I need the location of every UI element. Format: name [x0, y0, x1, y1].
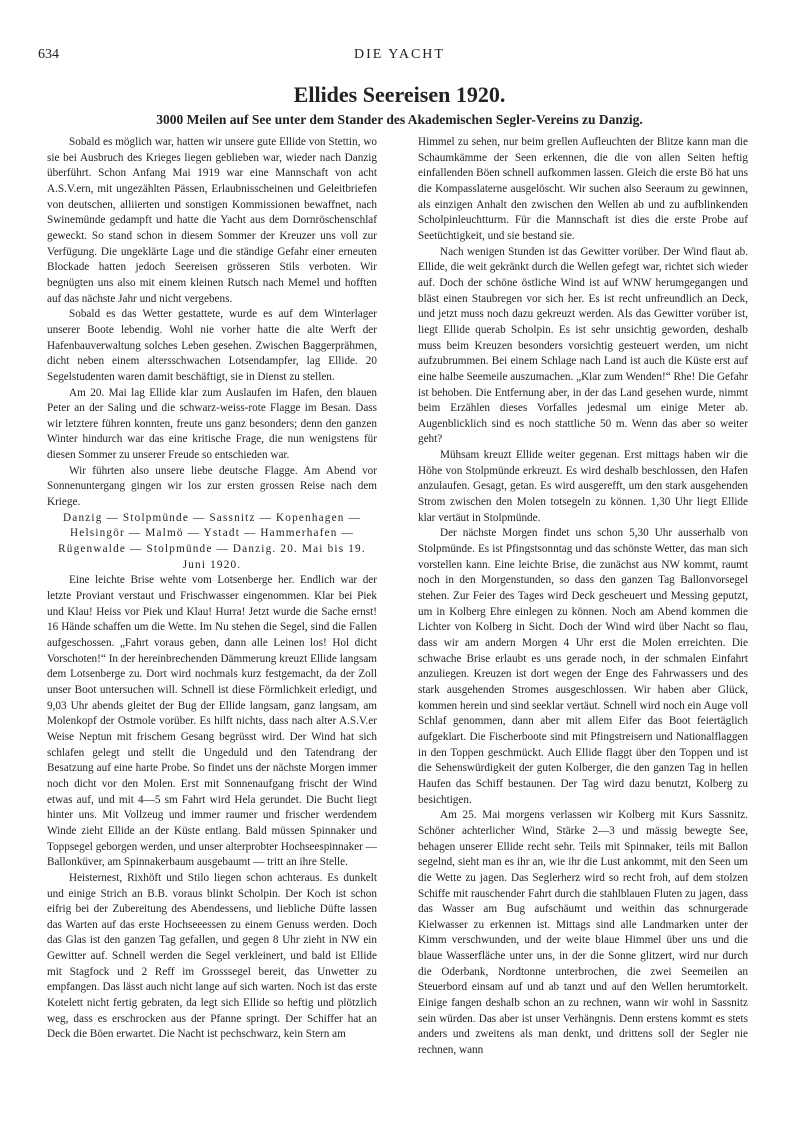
paragraph: Heisternest, Rixhöft und Stilo liegen schon achteraus. Es dunkelt und einige Strich an B.B. voraus blinkt Scholpin. Der Koch ist schon eifrig bei der Zubereitung des Abendessens, und liebliche Düfte lassen das Warten auf das erste Hochseeessen zu einem Genuss werden. Doch das Glas ist den ganzen Tag gefallen, und gegen 8 Uhr zieht in NW ein Gewitter auf. Schnell werden die Segel verkleinert, und bald ist Ellide mit Stagfock und 2 Reff im Grosssegel bereit, das Unwetter zu empfangen. Das lässt auch nicht lange auf sich warten. Noch ist das erste Kotelett nicht fertig gebraten, da legt sich Ellide so heftig und plötzlich weg, dass es erschrocken aus der Pfanne springt. Der Schiffer hat an Deck die Böen erwartet. Die Nacht ist pechschwarz, kein Stern am [47, 871, 377, 1041]
route-line: Danzig — Stolpmünde — Sassnitz — Kopenhagen — Helsingör — Malmö — Ystadt — Hammerhafen — Rügenwalde — Stolpmünde — Danzig. 20. Mai bis 19. Juni 1920. [58, 511, 366, 571]
paragraph: Sobald es das Wetter gestattete, wurde es auf dem Winterlager unserer Boote lebendig. Wohl nie vorher hatte die alte Werft der Hafenbauverwaltung solches Leben gesehen. Zwischen Baggerprähmen, dicht neben einem altersschwachen Lotsendampfer, lag Ellide. 20 Segelstudenten waren damit beschäftigt, sie in Dienst zu stellen. [47, 308, 377, 383]
page-number: 634 [38, 47, 59, 62]
running-title: DIE YACHT [354, 47, 445, 62]
left-column [47, 135, 377, 1043]
paragraph: Nach wenigen Stunden ist das Gewitter vorüber. Der Wind flaut ab. Ellide, die weit gekränkt durch die Wellen gefegt war, richtet sich wieder auf. Doch der schöne östliche Wind ist auf WNW herumgegangen und bläst einen Staubregen vor sich her. Es ist recht unfreundlich an Deck, und jetzt muss noch dazu gekreuzt werden. Als das Gewitter vorüber ist, liegt Ellide querab Scholpin. Es ist sehr unsichtig geworden, deshalb muss beim Kreuzen besonders vorsichtig gesteuert werden, um nicht aufzubrummen. Bei einem Schlage nach Land ist auch die Küste erst auf eine halbe Seemeile auszumachen. „Klar zum Wenden!“ Rhe! Die Gefahr ist behoben. Die Entfernung aber, in der das Land gesehen wurde, nimmt beim Erzählen dieses Vorfalles jedesmal um einige Meter ab. Augenblicklich sind es noch stattliche 50 m. Wenn das aber so weiter geht? [418, 245, 749, 446]
paragraph: Wir führten also unsere liebe deutsche Flagge. Am Abend vor Sonnenuntergang gingen wir los zur ersten grossen Reise nach dem Kriege. [47, 464, 377, 509]
article-subtitle: 3000 Meilen auf See unter dem Stander des Akademischen Segler-Vereins zu Danzig. [156, 112, 643, 127]
paragraph: Mühsam kreuzt Ellide weiter gegenan. Erst mittags haben wir die Höhe von Stolpmünde erkreuzt. Es wird deshalb beschlossen, den Hafen anzulaufen. Gesagt, getan. Es wird ausgerefft, um den stark ausgehenden Strom zwischen den Molen totsegeln zu können. 1,30 Uhr liegt Ellide klar vertäut in Stolpmünde. [418, 449, 748, 524]
paragraph: Der nächste Morgen findet uns schon 5,30 Uhr ausserhalb von Stolpmünde. Es ist Pfingstsonntag und das schönste Wetter, das man sich vorstellen kann. Eine leichte Brise, die zunächst aus NW kommt, raumt noch in den Morgenstunden, so dass den ganzen Tag Ballonvorsegel stehen. Zur Feier des Tages wird Deck gescheuert und Messing geputzt, um in Kolberg Ehre einlegen zu können. Noch am Abend kommen die Lichter von Kolberg in Sicht. Doch der Wind wird über Nacht so flau, dass wir am andern Morgen 4 Uhr erst die Molen erreichten. Die schwache Brise erlaubt es uns gerade noch, in der schmalen Einfahrt anzuliegen. Kreuzen ist dort wegen der Enge des Fahrwassers und des stark ausgehenden Stromes ausgeschlossen. Wir haben aber Glück, kommen herein und sind seeklar vertäut. Schnell wird noch ein Auge voll Schlaf genommen, dann aber mit allem Eifer das Boot feiertäglich aufgeklart. Die Fischerboote sind mit Pfingstreisern und Nationalflaggen in den Toppen geschmückt. Auch Ellide flaggt über den Toppen und ist die Sehenswürdigkeit der guten Kolberger, die den ganzen Tag in hellen Haufen das Schiff bestaunen. Der Tag wird dazu benutzt, Kolberg zu besichtigen. [418, 527, 748, 806]
paragraph: Am 25. Mai morgens verlassen wir Kolberg mit Kurs Sassnitz. Schöner achterlicher Wind, Stärke 2—3 und mässig bewegte See, behagen unserer Ellide recht sehr. Teils mit Spinnaker, teils mit Ballon segelnd, sieht man es ihr an, wie ihr die Lust ankommt, mit den Seen um die Wette zu jagen. Das Seglerherz wird so recht froh, auf dem stolzen Schiffe mit rauschender Fahrt durch die stahlblauen Fluten zu jagen, dass das Wasser am Bug aufschäumt und weithin das schnurgerade Kielwasser zu erkennen ist. Mittags sind alle Landmarken unter der Kimm verschwunden, und der weite blaue Himmel über uns und die blaue Wasserfläche unter uns, in der die Sonne glitzert, wird nur durch die Oderbank, Nordtonne unterbrochen, die zwei Seemeilen an Steuerbord einsam auf und ab tanzt und auf den Wellen herumtorkelt. Einige fangen deshalb schon an zu rechnen, wann wir wohl in Sassnitz sein würden. Das aber ist unser Verhängnis. Denn erstens kommt es stets anders und zweitens als man denkt, und drittens soll der Segler nie rechnen, wann [418, 809, 748, 1057]
paragraph: Am 20. Mai lag Ellide klar zum Auslaufen im Hafen, den blauen Peter an der Saling und die schwarz-weiss-rote Flagge im Besan. Dass wir letztere führen konnten, freute uns ganz besonders; denn den ganzen Winter hindurch war das eine kritische Frage, die nun wenigstens für diesen Sommer zu unserer Freude so entschieden war. [47, 386, 377, 462]
article-title: Ellides Seereisen 1920. [293, 82, 506, 107]
paragraph: Eine leichte Brise wehte vom Lotsenberge her. Endlich war der letzte Proviant verstaut und Frischwasser eingenommen. Klar bei Piek und Klau! Heiss vor Piek und Klau! Hurra! Jetzt wurde die Sache ernst! 16 Hände schaffen um die Wette. Im Nu stehen die Segel, sind die Fallen aufgeschossen. „Fahrt voraus geben, dann alle Leinen los! Hol dicht Vorschoten!“ In der hereinbrechenden Dämmerung kreuzt Ellide langsam dem Lotsenberge zu. Dort wird nochmals kurz festgemacht, da der Zoll unser Boot untersuchen will. Schnell ist diese Förmlichkeit erledigt, und 9,03 Uhr abends gleitet der Bug der Ellide langsam, ganz langsam, am Molenkopf der Ostmole vorüber. Es hilft nichts, dass nach alter A.S.V.er Weise Neptun mit frischem Gesang begrüsst wird. Der Wind hat sich schlafen gelegt und stellt die Ungeduld und den Tatendrang der Besatzung auf eine harte Probe. So findet uns der nächste Morgen immer noch dicht vor den Molen. Erst mit Sonnenaufgang frischt der Wind etwas auf, und mit 4—5 sm Fahrt wird Hela gerundet. Die Bucht liegt hinter uns. Mit Vollzeug und immer raumer und frischer werdendem Winde zieht Ellide an der Küste entlang. Bald müssen Spinnaker und Toppsegel geborgen werden, und unser alterprobter Hochseespinnaker — Ballonküver, am Spinnakerbaum ausgebaumt — tritt an ihre Stelle. [47, 574, 377, 869]
paragraph: Sobald es möglich war, hatten wir unsere gute Ellide von Stettin, wo sie bei Ausbruch des Krieges liegen geblieben war, wieder nach Danzig überführt. Schon Anfang Mai 1919 war eine Mannschaft von acht A.S.V.ern, mit ungezählten Pässen, Erlaubnisscheinen und Geleitbriefen von deutschen, alliierten und sonstigen Kommissionen bewaffnet, nach Swinemünde gedampft und hatte die Yacht aus dem Dornröschenschlaf geweckt. So stand schon in diesem Sommer der Kreuzer uns voll zur Verfügung. Die ungeklärte Lage und die ständige Gefahr einer erneuten Blockade hatten jedoch Seereisen grösseren Stils verboten. Wir begnügten uns also mit einem kleinen Rutsch nach Memel und hofften auf das nächste Jahr und nicht vergebens. [47, 136, 377, 305]
right-column [418, 135, 748, 1059]
paragraph: Himmel zu sehen, nur beim grellen Aufleuchten der Blitze kann man die Schaumkämme der Seen erkennen, die die von allen Seiten heftig einfallenden Böen schnell aufkommen lassen. Gleich die erste Bö hat uns die Kompasslaterne ausgelöscht. Wir suchen also Seeraum zu gewinnen, als einzigen Anhalt den zwischen den Wellen ab und zu aufblinkenden Scholpinleuchtturm. Für die Mannschaft ist dies die erste Probe auf Seetüchtigkeit, und sie bestand sie. [418, 136, 748, 242]
